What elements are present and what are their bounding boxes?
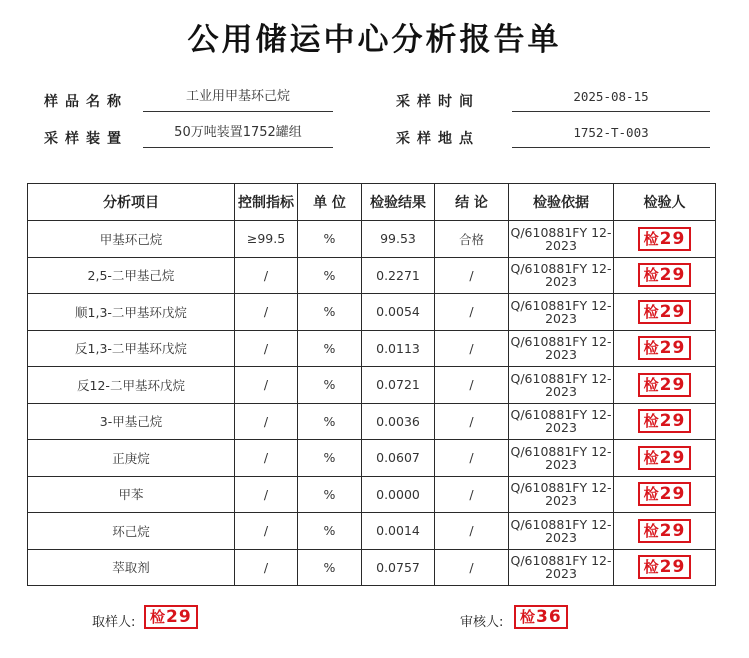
inspector-stamp bbox=[638, 409, 692, 433]
result-cell: 0.0036 bbox=[362, 403, 435, 440]
sampling-unit-label: 采样装置 bbox=[44, 131, 128, 147]
result-cell: 0.0000 bbox=[362, 476, 435, 513]
sampling-location-value: 1752-T-003 bbox=[512, 121, 710, 148]
stamp-num: 29 bbox=[659, 338, 686, 359]
unit-cell: % bbox=[298, 330, 362, 367]
basis-cell bbox=[509, 476, 614, 513]
unit-cell: % bbox=[298, 221, 362, 258]
stamp-char: 检 bbox=[643, 302, 660, 321]
basis-cell bbox=[509, 367, 614, 404]
header-conclusion: 结 论 bbox=[435, 184, 509, 221]
table-row bbox=[28, 330, 716, 367]
conclusion-cell: / bbox=[435, 513, 509, 550]
item-cell: 顺1,3-二甲基环戊烷 bbox=[28, 294, 235, 331]
stamp-num: 29 bbox=[659, 228, 686, 249]
item-cell: 3-甲基己烷 bbox=[28, 403, 235, 440]
header-control-index: 控制指标 bbox=[235, 184, 298, 221]
control-cell: / bbox=[235, 403, 298, 440]
unit-cell: % bbox=[298, 513, 362, 550]
inspector-stamp bbox=[638, 482, 692, 506]
sampler-label: 取样人: bbox=[92, 615, 136, 630]
basis-cell bbox=[509, 330, 614, 367]
stamp-char: 检 bbox=[643, 229, 660, 248]
stamp-char: 检 bbox=[150, 608, 167, 626]
stamp-char: 检 bbox=[643, 266, 660, 285]
control-cell: / bbox=[235, 294, 298, 331]
control-cell: / bbox=[235, 549, 298, 586]
basis-cell bbox=[509, 221, 614, 258]
basis-cell bbox=[509, 403, 614, 440]
header-unit: 单 位 bbox=[298, 184, 362, 221]
conclusion-cell: 合格 bbox=[435, 221, 509, 258]
sampling-time-value: 2025-08-15 bbox=[512, 85, 710, 112]
unit-cell: % bbox=[298, 367, 362, 404]
item-cell: 正庚烷 bbox=[28, 440, 235, 477]
basis-cell bbox=[509, 440, 614, 477]
stamp-num: 36 bbox=[536, 607, 562, 627]
table-row bbox=[28, 294, 716, 331]
table-row bbox=[28, 549, 716, 586]
inspector-stamp bbox=[638, 446, 692, 470]
reviewer-stamp bbox=[514, 605, 568, 629]
inspector-stamp bbox=[638, 300, 692, 324]
stamp-char: 检 bbox=[643, 558, 660, 577]
unit-cell: % bbox=[298, 294, 362, 331]
unit-cell: % bbox=[298, 549, 362, 586]
basis-line2: 2023 bbox=[545, 274, 577, 290]
basis-line2: 2023 bbox=[545, 347, 577, 363]
sampling-time-label: 采样时间 bbox=[396, 94, 480, 110]
stamp-num: 29 bbox=[659, 520, 686, 541]
inspector-cell bbox=[614, 476, 716, 513]
control-cell: / bbox=[235, 367, 298, 404]
conclusion-cell: / bbox=[435, 440, 509, 477]
basis-cell bbox=[509, 257, 614, 294]
control-cell: / bbox=[235, 513, 298, 550]
basis-line2: 2023 bbox=[545, 493, 577, 509]
result-cell: 0.0607 bbox=[362, 440, 435, 477]
item-cell: 2,5-二甲基己烷 bbox=[28, 257, 235, 294]
reviewer-label: 审核人: bbox=[460, 615, 504, 630]
result-cell: 99.53 bbox=[362, 221, 435, 258]
conclusion-cell: / bbox=[435, 549, 509, 586]
report-title: 公用储运中心分析报告单 bbox=[187, 22, 562, 58]
header-analysis-item: 分析项目 bbox=[28, 184, 235, 221]
stamp-num: 29 bbox=[659, 484, 686, 505]
stamp-num: 29 bbox=[659, 265, 686, 286]
stamp-num: 29 bbox=[659, 447, 686, 468]
inspector-stamp bbox=[638, 227, 692, 251]
conclusion-cell: / bbox=[435, 294, 509, 331]
item-cell: 甲基环己烷 bbox=[28, 221, 235, 258]
conclusion-cell: / bbox=[435, 403, 509, 440]
basis-cell bbox=[509, 549, 614, 586]
table-row bbox=[28, 221, 716, 258]
inspector-stamp bbox=[638, 263, 692, 287]
stamp-num: 29 bbox=[166, 607, 192, 627]
basis-line2: 2023 bbox=[545, 383, 577, 399]
table-row bbox=[28, 367, 716, 404]
inspector-stamp bbox=[638, 519, 692, 543]
basis-line1: Q/610881FY 12- bbox=[510, 297, 612, 313]
conclusion-cell: / bbox=[435, 257, 509, 294]
control-cell: ≥99.5 bbox=[235, 221, 298, 258]
unit-cell: % bbox=[298, 440, 362, 477]
stamp-char: 检 bbox=[643, 339, 660, 358]
header-basis: 检验依据 bbox=[509, 184, 614, 221]
inspector-stamp bbox=[638, 373, 692, 397]
basis-line2: 2023 bbox=[545, 310, 577, 326]
sampling-unit-value: 50万吨装置1752罐组 bbox=[143, 121, 333, 148]
inspector-cell bbox=[614, 330, 716, 367]
table-row bbox=[28, 476, 716, 513]
basis-line1: Q/610881FY 12- bbox=[510, 334, 612, 350]
inspector-stamp bbox=[638, 336, 692, 360]
stamp-char: 检 bbox=[643, 448, 660, 467]
table-row bbox=[28, 440, 716, 477]
inspector-stamp bbox=[638, 555, 692, 579]
stamp-num: 29 bbox=[659, 374, 686, 395]
item-cell: 反1,3-二甲基环戊烷 bbox=[28, 330, 235, 367]
table-row bbox=[28, 513, 716, 550]
stamp-num: 29 bbox=[659, 301, 686, 322]
unit-cell: % bbox=[298, 476, 362, 513]
inspector-cell bbox=[614, 367, 716, 404]
stamp-char: 检 bbox=[643, 412, 660, 431]
basis-line1: Q/610881FY 12- bbox=[510, 516, 612, 532]
item-cell: 萃取剂 bbox=[28, 549, 235, 586]
basis-line1: Q/610881FY 12- bbox=[510, 407, 612, 423]
basis-line1: Q/610881FY 12- bbox=[510, 370, 612, 386]
header-inspector: 检验人 bbox=[614, 184, 716, 221]
inspector-cell bbox=[614, 513, 716, 550]
basis-line1: Q/610881FY 12- bbox=[510, 261, 612, 277]
stamp-char: 检 bbox=[643, 521, 660, 540]
table-header-row bbox=[28, 184, 716, 221]
table-row bbox=[28, 257, 716, 294]
sample-name-label: 样品名称 bbox=[44, 94, 128, 110]
control-cell: / bbox=[235, 440, 298, 477]
result-cell: 0.0014 bbox=[362, 513, 435, 550]
sampler-stamp bbox=[144, 605, 198, 629]
inspector-cell bbox=[614, 440, 716, 477]
basis-cell bbox=[509, 294, 614, 331]
table-row bbox=[28, 403, 716, 440]
header-result: 检验结果 bbox=[362, 184, 435, 221]
result-cell: 0.2271 bbox=[362, 257, 435, 294]
unit-cell: % bbox=[298, 403, 362, 440]
inspector-cell bbox=[614, 294, 716, 331]
inspector-cell bbox=[614, 403, 716, 440]
control-cell: / bbox=[235, 476, 298, 513]
stamp-num: 29 bbox=[659, 557, 686, 578]
basis-line2: 2023 bbox=[545, 456, 577, 472]
stamp-char: 检 bbox=[643, 375, 660, 394]
inspector-cell bbox=[614, 257, 716, 294]
sampling-location-label: 采样地点 bbox=[396, 131, 480, 147]
basis-line2: 2023 bbox=[545, 529, 577, 545]
conclusion-cell: / bbox=[435, 367, 509, 404]
stamp-num: 29 bbox=[659, 411, 686, 432]
result-cell: 0.0054 bbox=[362, 294, 435, 331]
stamp-char: 检 bbox=[520, 608, 537, 626]
basis-line1: Q/610881FY 12- bbox=[510, 224, 612, 240]
unit-cell: % bbox=[298, 257, 362, 294]
conclusion-cell: / bbox=[435, 476, 509, 513]
basis-line1: Q/610881FY 12- bbox=[510, 443, 612, 459]
result-cell: 0.0113 bbox=[362, 330, 435, 367]
results-table bbox=[27, 183, 716, 586]
basis-line1: Q/610881FY 12- bbox=[510, 480, 612, 496]
result-cell: 0.0757 bbox=[362, 549, 435, 586]
stamp-char: 检 bbox=[643, 485, 660, 504]
control-cell: / bbox=[235, 330, 298, 367]
conclusion-cell: / bbox=[435, 330, 509, 367]
basis-cell bbox=[509, 513, 614, 550]
basis-line1: Q/610881FY 12- bbox=[510, 553, 612, 569]
basis-line2: 2023 bbox=[545, 420, 577, 436]
item-cell: 反12-二甲基环戊烷 bbox=[28, 367, 235, 404]
inspector-cell bbox=[614, 549, 716, 586]
item-cell: 甲苯 bbox=[28, 476, 235, 513]
basis-line2: 2023 bbox=[545, 566, 577, 582]
control-cell: / bbox=[235, 257, 298, 294]
item-cell: 环己烷 bbox=[28, 513, 235, 550]
sample-name-value: 工业用甲基环己烷 bbox=[143, 85, 333, 112]
basis-line2: 2023 bbox=[545, 237, 577, 253]
inspector-cell bbox=[614, 221, 716, 258]
result-cell: 0.0721 bbox=[362, 367, 435, 404]
